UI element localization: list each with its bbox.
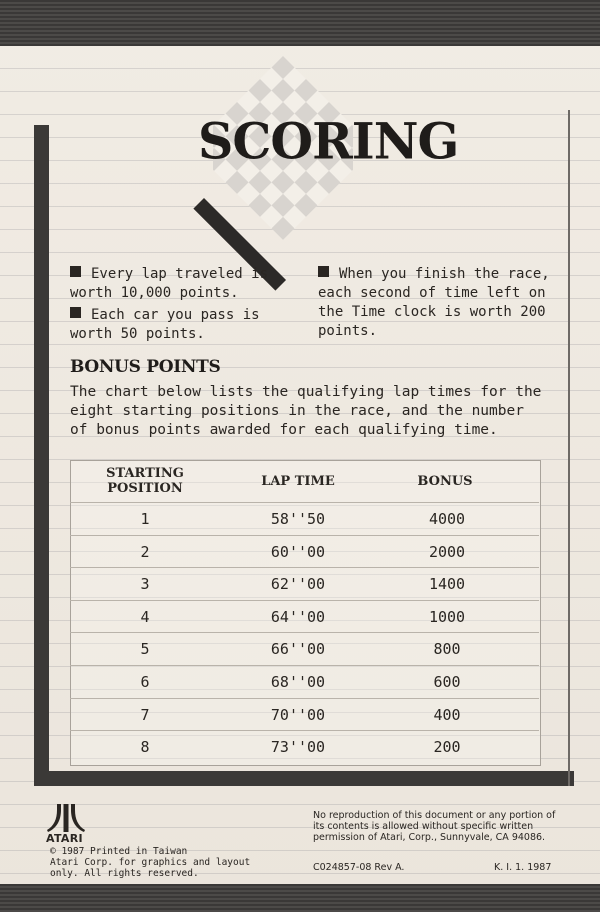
table-cell-lap-time: 70''00 xyxy=(270,705,326,724)
table-row xyxy=(70,567,539,600)
table-cell-lap-time: 58''50 xyxy=(270,510,326,528)
footer-credits: © 1987 Printed in Taiwan Atari Corp. for graphics and layout only. All rights reserved. xyxy=(50,846,251,879)
table-cell-position: 2 xyxy=(140,542,150,561)
atari-wordmark: ATARI xyxy=(46,832,83,845)
bottom-frame-bar xyxy=(34,771,574,786)
bullet-square-icon xyxy=(70,307,81,318)
table-row xyxy=(70,730,539,763)
document-ki: K. I. 1. 1987 xyxy=(494,862,552,873)
table-cell-bonus: 1000 xyxy=(428,607,466,626)
table-row xyxy=(70,698,539,731)
table-cell-lap-time: 60''00 xyxy=(270,542,326,561)
table-row xyxy=(70,535,539,568)
table-cell-position: 1 xyxy=(140,510,150,528)
table-cell-bonus: 600 xyxy=(433,673,461,691)
bonus-heading: BONUS POINTS xyxy=(70,357,221,377)
table-row xyxy=(70,600,539,633)
header-starting-position: STARTING POSITION xyxy=(106,466,184,496)
table-cell-position: 8 xyxy=(140,738,150,757)
table-cell-position: 6 xyxy=(140,673,150,691)
table-cell-position: 7 xyxy=(140,705,150,724)
right-frame-rule xyxy=(568,110,570,786)
table-row xyxy=(70,502,539,535)
header-lap-time: LAP TIME xyxy=(261,474,335,489)
bullet-square-icon xyxy=(318,266,329,277)
table-cell-position: 3 xyxy=(140,575,150,594)
table-cell-bonus: 2000 xyxy=(428,542,466,561)
table-cell-lap-time: 62''00 xyxy=(270,575,326,594)
left-frame-bar xyxy=(34,125,49,785)
table-cell-position: 4 xyxy=(140,607,150,626)
table-cell-bonus: 200 xyxy=(433,738,461,757)
table-cell-bonus: 400 xyxy=(433,705,461,724)
page-title: SCORING xyxy=(198,111,459,171)
table-cell-bonus: 4000 xyxy=(428,510,466,528)
bullet-square-icon xyxy=(70,266,81,277)
document-code: C024857-08 Rev A. xyxy=(313,862,405,873)
table-cell-lap-time: 64''00 xyxy=(270,607,326,626)
table-cell-lap-time: 66''00 xyxy=(270,640,326,659)
bonus-intro: The chart below lists the qualifying lap times for the eight starting positions in the race, and the number of bonus points awarded for each qualifying time. xyxy=(70,384,542,438)
table-row xyxy=(70,632,539,665)
bottom-stripe-band xyxy=(0,884,600,912)
footer-notice: No reproduction of this document or any portion of its contents is allowed without specific written permission of Atari, Corp., Sunnyvale, CA 94086. xyxy=(313,810,556,843)
rule-passing: Each car you pass is worth 50 points. xyxy=(70,307,260,342)
table-cell-bonus: 1400 xyxy=(428,575,466,594)
header-bonus: BONUS xyxy=(417,474,473,489)
table-cell-position: 5 xyxy=(140,640,150,659)
table-cell-lap-time: 73''00 xyxy=(270,738,326,757)
table-cell-lap-time: 68''00 xyxy=(270,673,326,691)
table-row xyxy=(70,665,539,698)
rule-time-bonus: When you finish the race, each second of time left on the Time clock is worth 200 points. xyxy=(318,266,550,339)
rule-laps: Every lap traveled is worth 10,000 points. xyxy=(70,266,269,301)
top-stripe-band xyxy=(0,0,600,46)
table-cell-bonus: 800 xyxy=(433,640,461,659)
